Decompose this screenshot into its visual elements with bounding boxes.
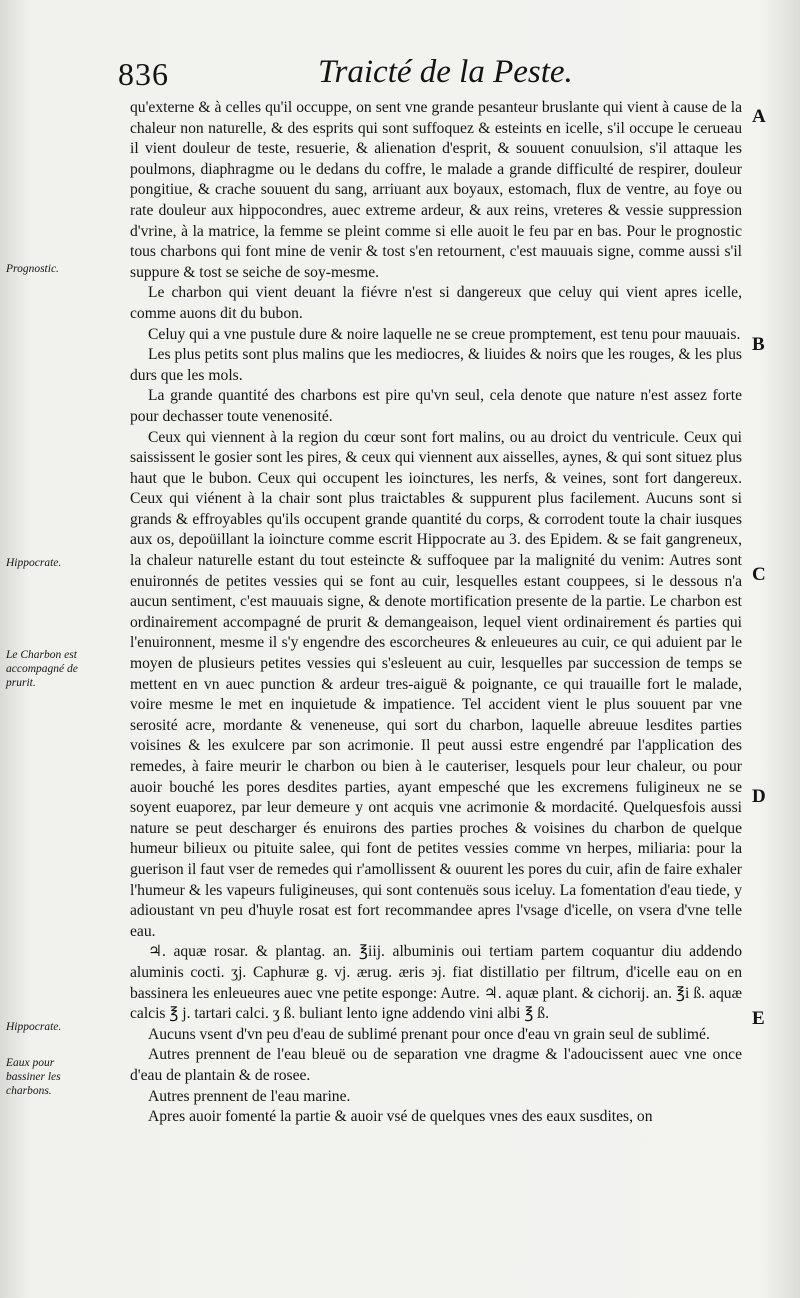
main-text: [130, 98, 742, 1128]
paragraph: Ceux qui viennent à la region du cœur sont fort malins, ou au droict du ventricule. Ceux qui saississent le gosier sont les pires, & ceux qui viennent aux aisselles, aynes, & qui sont situez plus haut que le bubon. Ceux qui occupent les ioinctures, les nerfs, & veines, sont fort dangereux. Ceux qui viénent à la chair sont plus traictables & suppurent plus facilement. Aucuns sont si grands & effroyables qu'ils occupent grande quantité du corps, & corrodent toute la chair iusques aux os, depoüillant la ioincture comme escrit Hippocrate au 3. des Epidem. & se fait gangreneux, la chaleur naturelle estant du tout esteincte & suffoquee par la malignité du venim: Autres sont enuironnés de petites vessies qui se font au cuir, lesquelles estant couppees, si le dessous n'a aucun sentiment, c'est mauuais signe, & denote mortification presente de la partie. Le charbon est ordinairement accompagné de prurit & demangeaison, lequel vient ordinairement és parties qui l'enuironnent, mesme il s'y engendre des escorcheures & enleueures au cuir, ce qui aduient par le moyen de plusieurs petites vessies qui s'esleuent au cuir, lesquelles par succession de temps se mettent en vn auec punction & ardeur tres-aiguë & poignante, ce qui trauaille fort le malade, voire mesme le met en inquietude & impatience. Tel accident vient le plus souuent par vne serosité acre, mordante & veneneuse, qui sort du charbon, laquelle abreuue lesdites parties voisines & les exulcere par son acrimonie. Il peut aussi estre engendré par l'application des remedes, à faire meurir le charbon ou bien à le cauteriser, lesquels pour leur chaleur, ou pour auoir bouché les pores desdites parties, ayant empesché que les excremens fuligineux ne se soyent euaporez, par leur demeure y ont acquis vne acrimonie & mordacité. Quelquesfois aussi nature se peut descharger és enuirons des parties proches & voisines du charbon de quelque humeur bilieux ou pituite salee, qui font de petites vessies comme vn herpes, miliaria: pour la guerison il faut vser de remedes qui r'amollissent & ouurent les pores du cuir, afin de faire exhaler l'humeur & les vapeurs fuligineuses, qui sont contenuës sous iceluy. La fomentation d'eau tiede, y adioustant vn peu d'huyle rosat est fort recommandee apres l'vsage d'icelle, on vsera d'vne telle eau.: [130, 428, 742, 940]
section-letter-c: C: [752, 564, 766, 585]
recipe-paragraph: ♃. aquæ rosar. & plantag. an. ℥iij. albuminis oui tertiam partem coquantur diu addendo aluminis cocti. ʒj. Caphuræ g. vj. ærug. æris ϶j. fiat distillatio per filtrum, d'icelle eau on en bassinera les enleueures auec vne petite esponge: Autre. ♃. aquæ plant. & cichorij. an. ℥i ß. aquæ calcis ℥ j. tartari calci. ʒ ß. buliant lento igne addendo vini albi ℥ ß.: [130, 943, 742, 1023]
paragraph: Autres prennent de l'eau marine.: [148, 1087, 351, 1105]
paragraph: Celuy qui a vne pustule dure & noire laquelle ne se creue promptement, est tenu pour mauuais.: [148, 325, 741, 343]
paragraph: qu'externe & à celles qu'il occuppe, on sent vne grande pesanteur bruslante qui vient à cause de la chaleur non naturelle, & des esprits qui sont suffoquez & esteints en icelle, s'il occupe le cerueau il vient douleur de teste, resuerie, & alienation d'esprit, & souuent conuulsion, s'il attaque les poulmons, diaphragme ou le dedans du coffre, le malade a grande difficulté de respirer, douleur pongitiue, & crache souuent du sang, arriuant aux boyaux, estomach, flux de ventre, au foye ou rate douleur aux hippocondres, auec extreme ardeur, & aux reins, vreteres & vessie suppression d'vrine, à la matrice, la femme se pleint comme si elle auoit le feu par en bas. Pour le prognostic tous charbons qui font mine de venir & tost s'en retournent, c'est mauuais signe, comme aussi s'il suppure & tost se seiche de soy-mesme.: [130, 99, 742, 281]
margin-note-prurit: Le Charbon est accompagné de prurit.: [6, 649, 78, 689]
paragraph: Les plus petits sont plus malins que les mediocres, & liuides & noirs que les rouges, & les plus durs que les mols.: [130, 346, 742, 384]
page-header: [118, 56, 678, 96]
paragraph: Aucuns vsent d'vn peu d'eau de sublimé prenant pour once d'eau vn grain seul de sublimé.: [148, 1025, 710, 1043]
paragraph: Le charbon qui vient deuant la fiévre n'est si dangereux que celuy qui vient apres icelle, comme auons dit du bubon.: [130, 284, 742, 322]
paragraph: La grande quantité des charbons est pire qu'vn seul, cela denote que nature n'est assez forte pour dechasser toute venenosité.: [130, 387, 742, 425]
running-title: Traicté de la Peste.: [318, 54, 573, 90]
paragraph: Apres auoir fomenté la partie & auoir vsé de quelques vnes des eaux susdites, on: [148, 1108, 653, 1126]
section-letter-b: B: [752, 334, 765, 355]
section-letter-a: A: [752, 106, 766, 127]
section-letter-d: D: [752, 786, 766, 807]
page-number: 836: [118, 56, 169, 92]
margin-note-prognostic: Prognostic.: [6, 263, 59, 275]
margin-note-hippocrate: Hippocrate.: [6, 557, 62, 569]
paragraph: Autres prennent de l'eau bleuë ou de separation vne dragme & l'adoucissent auec vne once d'eau de plantain & de rosee.: [130, 1046, 742, 1084]
margin-note-eaux: Eaux pour bassiner les charbons.: [6, 1057, 61, 1097]
section-letter-e: E: [752, 1008, 765, 1029]
margin-note-hippocrate-2: Hippocrate.: [6, 1021, 62, 1033]
